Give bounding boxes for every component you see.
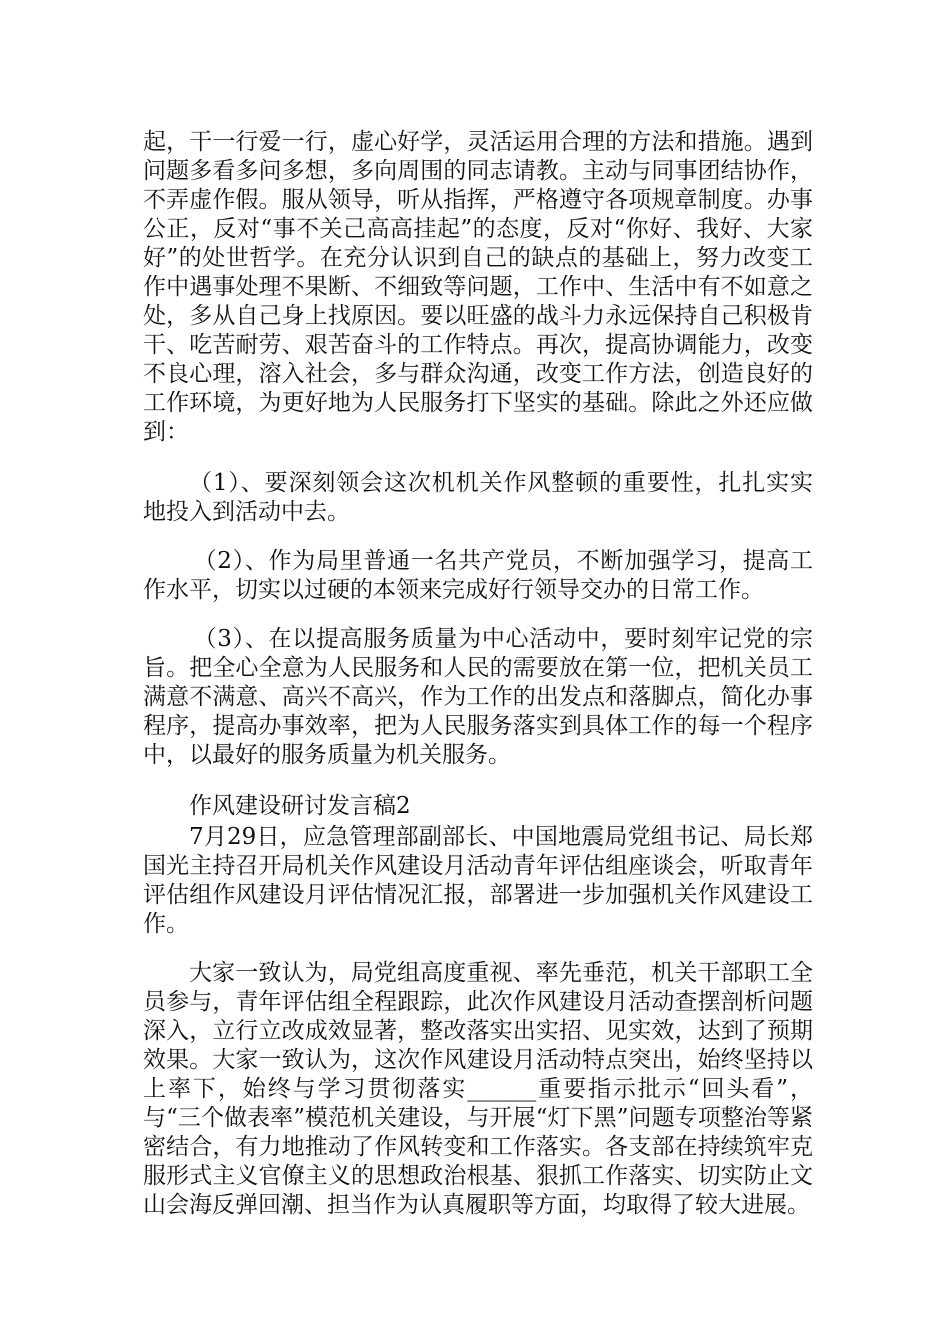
document-body [143,128,813,1220]
paragraph-consensus: 大家一致认为，局党组高度重视、率先垂范，机关干部职工全员参与，青年评估组全程跟踪，此次作风建设月活动查摆剖析问题深入，立行立改成效显著，整改落实出实招、见实效，达到了预期效果。大家一致认为，这次作风建设月活动特点突出，始终坚持以上率下，始终与学习贯彻落实______重要指示批示“回头看”，与“三个做表率”模范机关建设，与开展“灯下黑”问题专项整治等紧密结合，有力地推动了作风转变和工作落实。各支部在持续筑牢克服形式主义官僚主义的思想政治根基、狠抓工作落实、切实防止文山会海反弹回潮、担当作为认真履职等方面，均取得了较大进展。 [143,960,813,1218]
paragraph-continuation: 起，干一行爱一行，虚心好学，灵活运用合理的方法和措施。遇到问题多看多问多想，多向周围的同志请教。主动与同事团结协作，不弄虚作假。服从领导，听从指挥，严格遵守各项规章制度。办事公正，反对“事不关己高高挂起”的态度，反对“你好、我好、大家好”的处世哲学。在充分认识到自己的缺点的基础上，努力改变工作中遇事处理不果断、不细致等问题，工作中、生活中有不如意之处，多从自己身上找原因。要以旺盛的战斗力永远保持自己积极肯干、吃苦耐劳、艰苦奋斗的工作特点。再次，提高协调能力，改变不良心理，溶入社会，多与群众沟通，改变工作方法，创造良好的工作环境，为更好地为人民服务打下坚实的基础。除此之外还应做到： [143,129,813,445]
paragraph-meeting-intro: 7月29日，应急管理部副部长、中国地震局党组书记、局长郑国光主持召开局机关作风建设月活动青年评估组座谈会，听取青年评估组作风建设月评估情况汇报，部署进一步加强机关作风建设工作。 [143,824,813,937]
section-heading: 作风建设研讨发言稿2 [189,793,411,819]
paragraph-item-2: （2）、作为局里普通一名共产党员，不断加强学习，提高工作水平，切实以过硬的本领来完成好行领导交办的日常工作。 [143,548,813,603]
paragraph-item-1: （1）、要深刻领会这次机机关作风整顿的重要性，扎扎实实地投入到活动中去。 [143,470,813,525]
paragraph-item-3: （3）、在以提高服务质量为中心活动中，要时刻牢记党的宗旨。把全心全意为人民服务和人民的需要放在第一位，把机关员工满意不满意、高兴不高兴，作为工作的出发点和落脚点，简化办事程序，提高办事效率，把为人民服务落实到具体工作的每一个程序中，以最好的服务质量为机关服务。 [143,626,813,768]
